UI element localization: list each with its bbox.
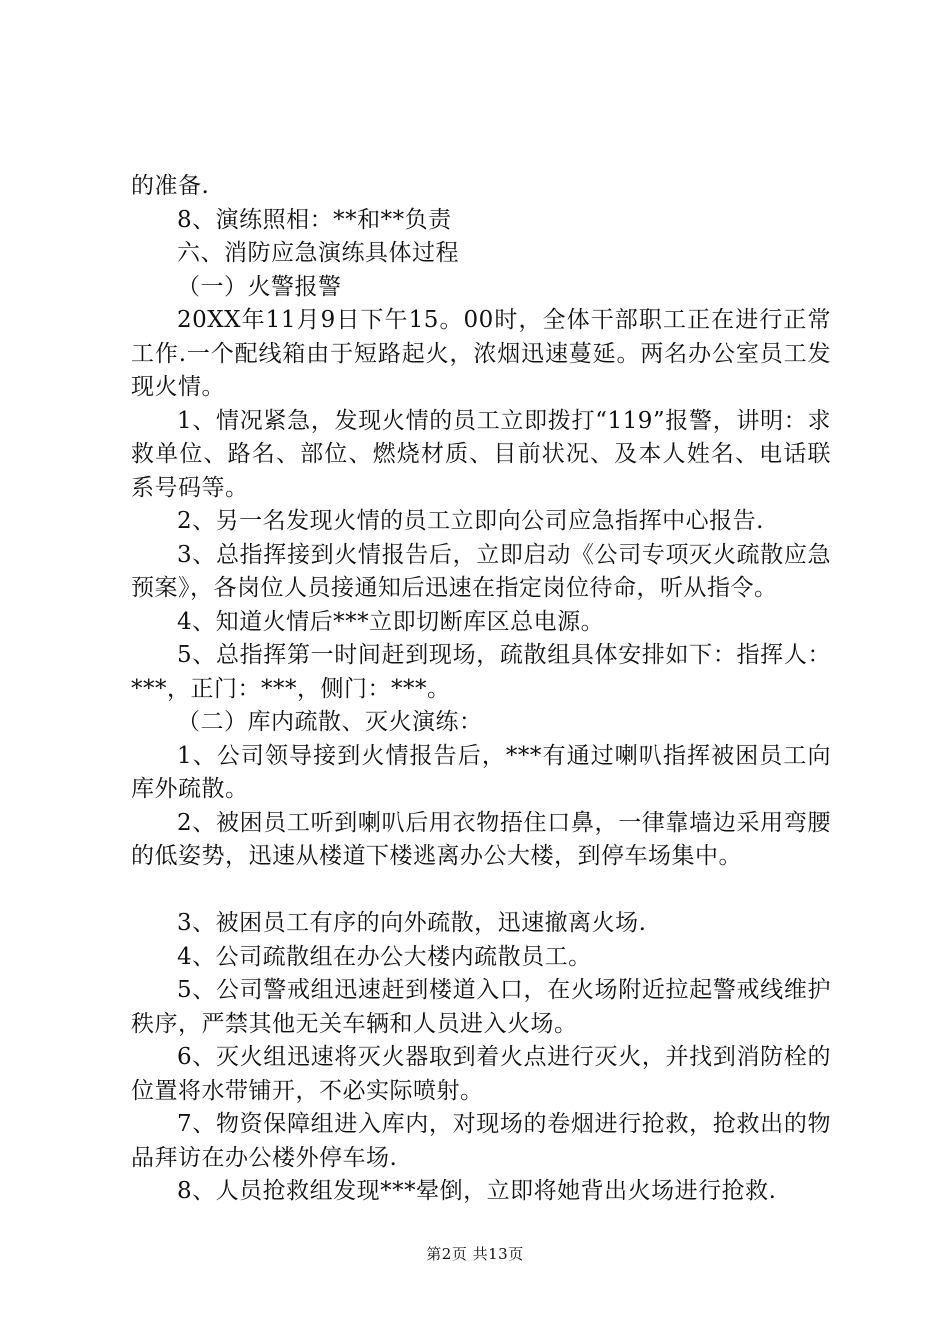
page-number-footer: 第2页 共13页 xyxy=(426,1245,524,1263)
paragraph-alarm-step-4: 4、知道火情后***立即切断库区总电源。 xyxy=(177,608,605,635)
paragraph-alarm-step-5: 5、总指挥第一时间赶到现场，疏散组具体安排如下：指挥人：***，正门：***，侧门：***。 xyxy=(131,642,831,702)
blank-line xyxy=(131,874,831,908)
paragraph-evacuation-step-8: 8、人员抢救组发现***晕倒，立即将她背出火场进行抢救. xyxy=(177,1178,777,1204)
paragraph-evacuation-step-3: 3、被困员工有序的向外疏散，迅速撤离火场. xyxy=(177,910,647,936)
section-heading-drill-process: 六、消防应急演练具体过程 xyxy=(177,240,459,266)
paragraph-evacuation-step-5: 5、公司警戒组迅速赶到楼道入口，在火场附近拉起警戒线维护秩序，严禁其他无关车辆和人员进入火场。 xyxy=(131,977,831,1037)
paragraph-alarm-step-3: 3、总指挥接到火情报告后，立即启动《公司专项灭火疏散应急预案》，各岗位人员接通知后迅速在指定岗位待命，听从指令。 xyxy=(131,541,831,601)
paragraph-evacuation-step-4: 4、公司疏散组在办公大楼内疏散员工。 xyxy=(177,943,592,970)
paragraph-alarm-step-2: 2、另一名发现火情的员工立即向公司应急指挥中心报告. xyxy=(177,508,764,534)
subsection-heading-fire-alarm: （一）火警报警 xyxy=(177,273,342,300)
paragraph-scenario: 20XX年11月9日下午15。00时，全体干部职工正在进行正常工作.一个配线箱由于短路起火，浓烟迅速蔓延。两名办公室员工发现火情。 xyxy=(131,307,831,400)
paragraph-evacuation-step-2: 2、被困员工听到喇叭后用衣物捂住口鼻，一律靠墙边采用弯腰的低姿势，迅速从楼道下楼逃离办公大楼，到停车场集中。 xyxy=(131,809,831,869)
subsection-heading-evacuation: （二）库内疏散、灭火演练： xyxy=(177,709,483,735)
paragraph-item-photography: 8、演练照相：**和**负责 xyxy=(177,206,452,233)
paragraph-continuation: 的准备. xyxy=(131,173,210,199)
paragraph-evacuation-step-6: 6、灭火组迅速将灭火器取到着火点进行灭火，并找到消防栓的位置将水带铺开，不必实际喷射。 xyxy=(131,1044,831,1104)
document-body xyxy=(131,170,831,1209)
paragraph-evacuation-step-7: 7、物资保障组进入库内，对现场的卷烟进行抢救，抢救出的物品拜访在办公楼外停车场. xyxy=(131,1111,831,1171)
paragraph-evacuation-step-1: 1、公司领导接到火情报告后，***有通过喇叭指挥被困员工向库外疏散。 xyxy=(131,742,831,802)
paragraph-alarm-step-1: 1、情况紧急，发现火情的员工立即拨打“119”报警，讲明：求救单位、路名、部位、燃烧材质、目前状况、及本人姓名、电话联系号码等。 xyxy=(131,407,831,501)
